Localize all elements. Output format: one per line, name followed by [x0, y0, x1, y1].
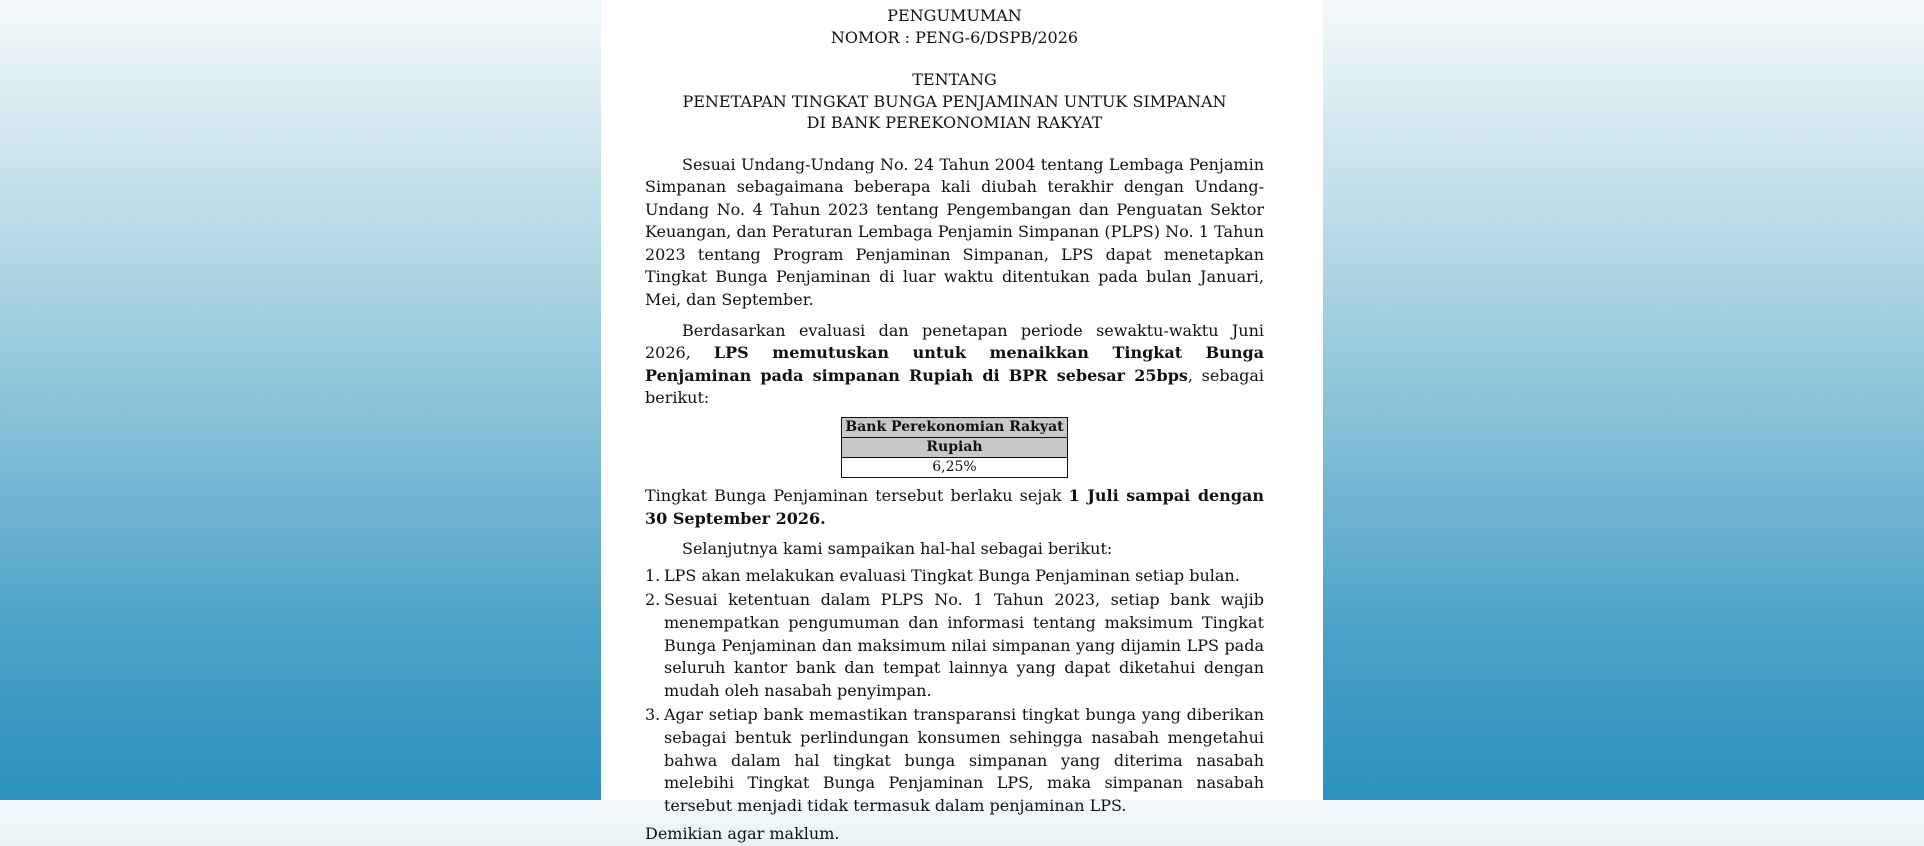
list-item-number: 3.	[645, 705, 661, 725]
document-subject-line-2: DI BANK PEREKONOMIAN RAKYAT	[806, 113, 1103, 132]
list-item-text: Sesuai ketentuan dalam PLPS No. 1 Tahun 2023, setiap bank wajib menempatkan pengumuman dan informasi tentang maksimum Tingkat Bunga Penjaminan dan maksimum nilai simpanan yang dijamin LPS pada seluruh kantor bank dan tempat lainnya yang dapat diketahui dengan mudah oleh nasabah penyimpan.	[664, 590, 1264, 700]
paragraph-decision-intro: Berdasarkan evaluasi dan penetapan periode sewaktu-waktu Juni 2026,	[645, 320, 1264, 363]
paragraph-legal-basis: Sesuai Undang-Undang No. 24 Tahun 2004 tentang Lembaga Penjamin Simpanan sebagaimana beberapa kali diubah terakhir dengan Undang-Undang No. 4 Tahun 2023 tentang Pengembangan dan Penguatan Sektor Keuangan, dan Peraturan Lembaga Penjamin Simpanan (PLPS) No. 1 Tahun 2023 tentang Program Penjaminan Simpanan, LPS dapat menetapkan Tingkat Bunga Penjaminan di luar waktu ditentukan pada bulan Januari, Mei, dan September.	[645, 154, 1264, 310]
list-item	[645, 565, 1264, 588]
announcement-document	[601, 0, 1323, 844]
paragraph-decision	[645, 320, 1264, 410]
document-header	[645, 5, 1264, 134]
rate-table-value: 6,25%	[842, 458, 1068, 478]
paragraph-list-intro: Selanjutnya kami sampaikan hal-hal sebagai berikut:	[682, 539, 1113, 559]
list-item-text: Agar setiap bank memastikan transparansi tingkat bunga yang diberikan sebagai bentuk perlindungan konsumen sehingga nasabah mengetahui bahwa dalam hal tingkat bunga simpanan yang diterima nasabah melebihi Tingkat Bunga Penjaminan LPS, maka simpanan nasabah tersebut menjadi tidak termasuk dalam penjaminan LPS.	[664, 705, 1264, 815]
document-subject-line-1: PENETAPAN TINGKAT BUNGA PENJAMINAN UNTUK SIMPANAN	[682, 91, 1227, 111]
list-item-number: 1.	[645, 565, 661, 585]
rate-table-header: Bank Perekonomian Rakyat	[842, 418, 1068, 438]
document-about-label: TENTANG	[912, 70, 997, 89]
guarantee-rate-table	[841, 417, 1068, 478]
paragraph-validity	[645, 485, 1264, 530]
paragraph-validity-period: 1 Juli sampai dengan 30 September 2026.	[645, 486, 1265, 528]
paragraph-validity-intro: Tingkat Bunga Penjaminan tersebut berlaku sejak	[645, 486, 1069, 506]
list-item	[645, 704, 1264, 817]
document-number: NOMOR : PENG-6/DSPB/2026	[830, 27, 1079, 47]
list-item-number: 2.	[645, 590, 661, 610]
paragraph-decision-tail: , sebagai berikut:	[645, 365, 1264, 408]
header-spacer	[645, 48, 1264, 69]
rate-table-subheader: Rupiah	[842, 438, 1068, 458]
list-item	[645, 589, 1264, 702]
body-spacer	[645, 134, 1264, 154]
paragraph-closing: Demikian agar maklum.	[645, 824, 840, 844]
list-item-text: LPS akan melakukan evaluasi Tingkat Bunga Penjaminan setiap bulan.	[664, 565, 1240, 585]
paragraph-decision-bold: LPS memutuskan untuk menaikkan Tingkat Bunga Penjaminan pada simpanan Rupiah di BPR sebesar 25bps	[645, 343, 1264, 385]
notice-list	[645, 565, 1264, 818]
document-title: PENGUMUMAN	[887, 6, 1022, 25]
